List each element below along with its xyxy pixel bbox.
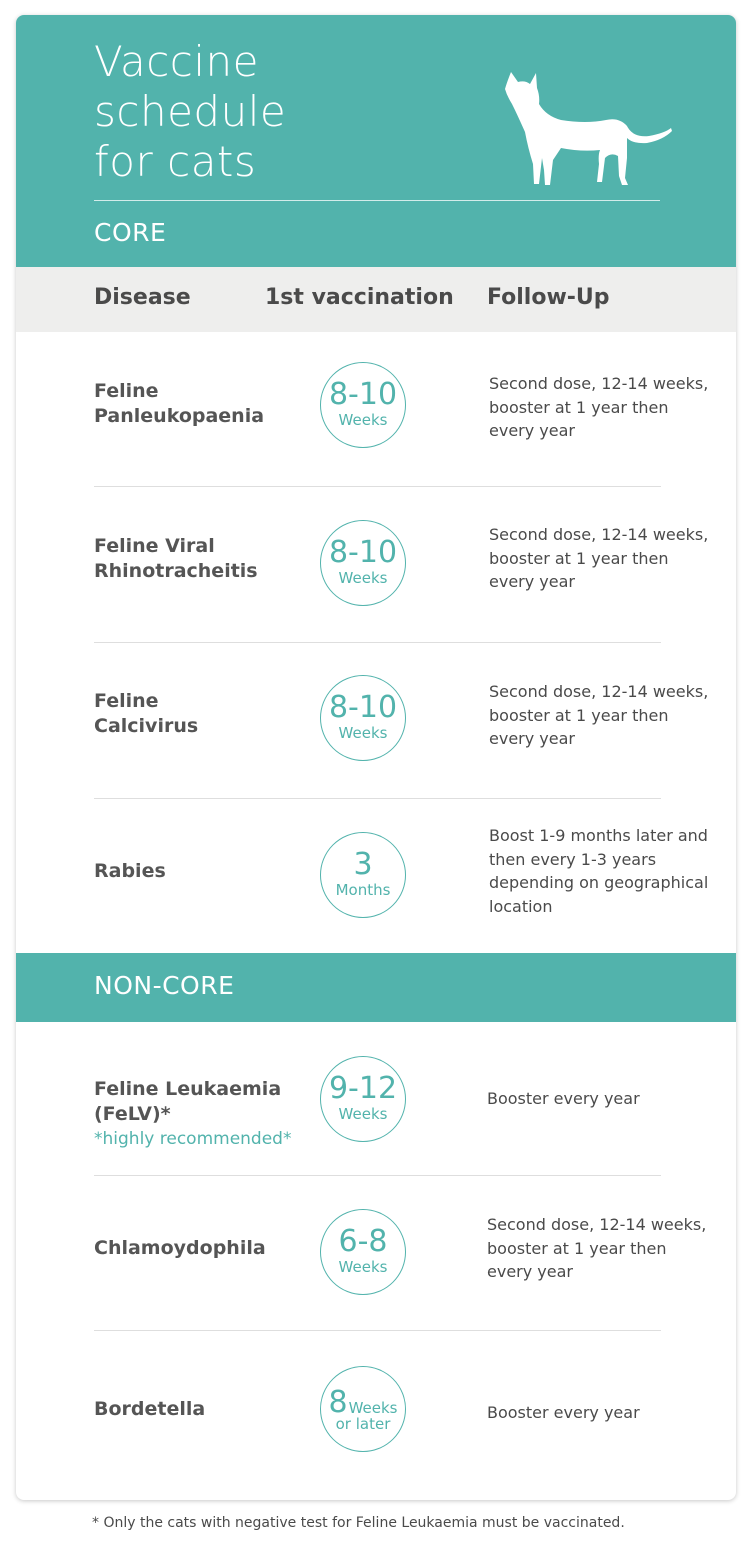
follow-up-text: Second dose, 12-14 weeks, booster at 1 year then every year <box>489 525 709 591</box>
page-title <box>94 37 286 187</box>
noncore-section-label: NON-CORE <box>94 971 235 1000</box>
vaccine-schedule-card <box>16 15 736 1500</box>
badge-unit-qualifier: or later <box>335 1415 391 1433</box>
badge-unit: Weeks <box>338 1258 388 1276</box>
core-section-label: CORE <box>94 218 167 247</box>
disease-name-line: Feline Viral <box>94 535 215 557</box>
disease-name-line: (FeLV)* <box>94 1103 171 1125</box>
badge-unit: Weeks <box>338 724 388 742</box>
title-line: Vaccine <box>94 37 260 86</box>
disease-name <box>94 534 258 584</box>
cat-silhouette-icon <box>501 70 676 190</box>
badge-value: 6-8 <box>338 1224 388 1259</box>
footnote: * Only the cats with negative test for Feline Leukaemia must be vaccinated. <box>92 1515 625 1531</box>
disease-name <box>94 379 264 429</box>
badge-unit: Months <box>335 881 391 899</box>
row-divider <box>94 798 661 799</box>
badge-value: 8-10 <box>328 535 398 570</box>
follow-up-text: Booster every year <box>487 1403 640 1422</box>
first-vaccination-badge <box>320 1056 406 1142</box>
column-header-disease: Disease <box>94 285 191 310</box>
row-divider <box>94 1330 661 1331</box>
row-divider <box>94 642 661 643</box>
badge-unit: Weeks <box>348 1399 398 1417</box>
disease-name-line: Bordetella <box>94 1398 206 1420</box>
row-divider <box>94 486 661 487</box>
badge-unit: Weeks <box>338 569 388 587</box>
badge-value: 8-10 <box>328 690 398 725</box>
disease-name <box>94 1077 291 1151</box>
disease-name-line: Rhinotracheitis <box>94 560 258 582</box>
follow-up-text: Second dose, 12-14 weeks, booster at 1 year then every year <box>487 1215 707 1281</box>
title-line: for cats <box>94 137 257 186</box>
disease-name-line: Feline <box>94 380 159 402</box>
column-header-follow-up: Follow-Up <box>487 285 610 310</box>
badge-value: 3 <box>353 847 373 882</box>
column-header-first-vaccination: 1st vaccination <box>265 285 454 310</box>
disease-name <box>94 1236 266 1261</box>
badge-value: 8-10 <box>328 377 398 412</box>
first-vaccination-badge <box>320 520 406 606</box>
disease-name <box>94 1397 205 1422</box>
noncore-section-band <box>16 953 736 1022</box>
disease-name-line: Feline <box>94 690 159 712</box>
disease-name <box>94 859 166 884</box>
row-divider <box>94 1175 661 1176</box>
disease-name-line: Calcivirus <box>94 715 199 737</box>
title-line: schedule <box>94 87 287 136</box>
first-vaccination-badge <box>320 675 406 761</box>
first-vaccination-badge <box>320 832 406 918</box>
follow-up-text: Boost 1-9 months later and then every 1-3 years depending on geographical location <box>489 826 709 916</box>
badge-unit: Weeks <box>338 1105 388 1123</box>
follow-up-text: Second dose, 12-14 weeks, booster at 1 year then every year <box>489 682 709 748</box>
badge-value: 8 <box>328 1385 348 1420</box>
follow-up-text: Second dose, 12-14 weeks, booster at 1 year then every year <box>489 374 709 440</box>
header-band <box>16 15 736 267</box>
disease-name-line: Panleukopaenia <box>94 405 265 427</box>
recommendation-note: *highly recommended* <box>94 1129 292 1149</box>
disease-name <box>94 689 198 739</box>
disease-name-line: Feline Leukaemia <box>94 1078 282 1100</box>
badge-value: 9-12 <box>328 1071 398 1106</box>
column-header-row <box>16 267 736 332</box>
first-vaccination-badge <box>320 1366 406 1452</box>
disease-name-line: Chlamoydophila <box>94 1237 266 1259</box>
badge-unit: Weeks <box>338 411 388 429</box>
disease-name-line: Rabies <box>94 860 166 882</box>
first-vaccination-badge <box>320 362 406 448</box>
follow-up-text: Booster every year <box>487 1089 640 1108</box>
header-divider <box>94 200 660 201</box>
first-vaccination-badge <box>320 1209 406 1295</box>
